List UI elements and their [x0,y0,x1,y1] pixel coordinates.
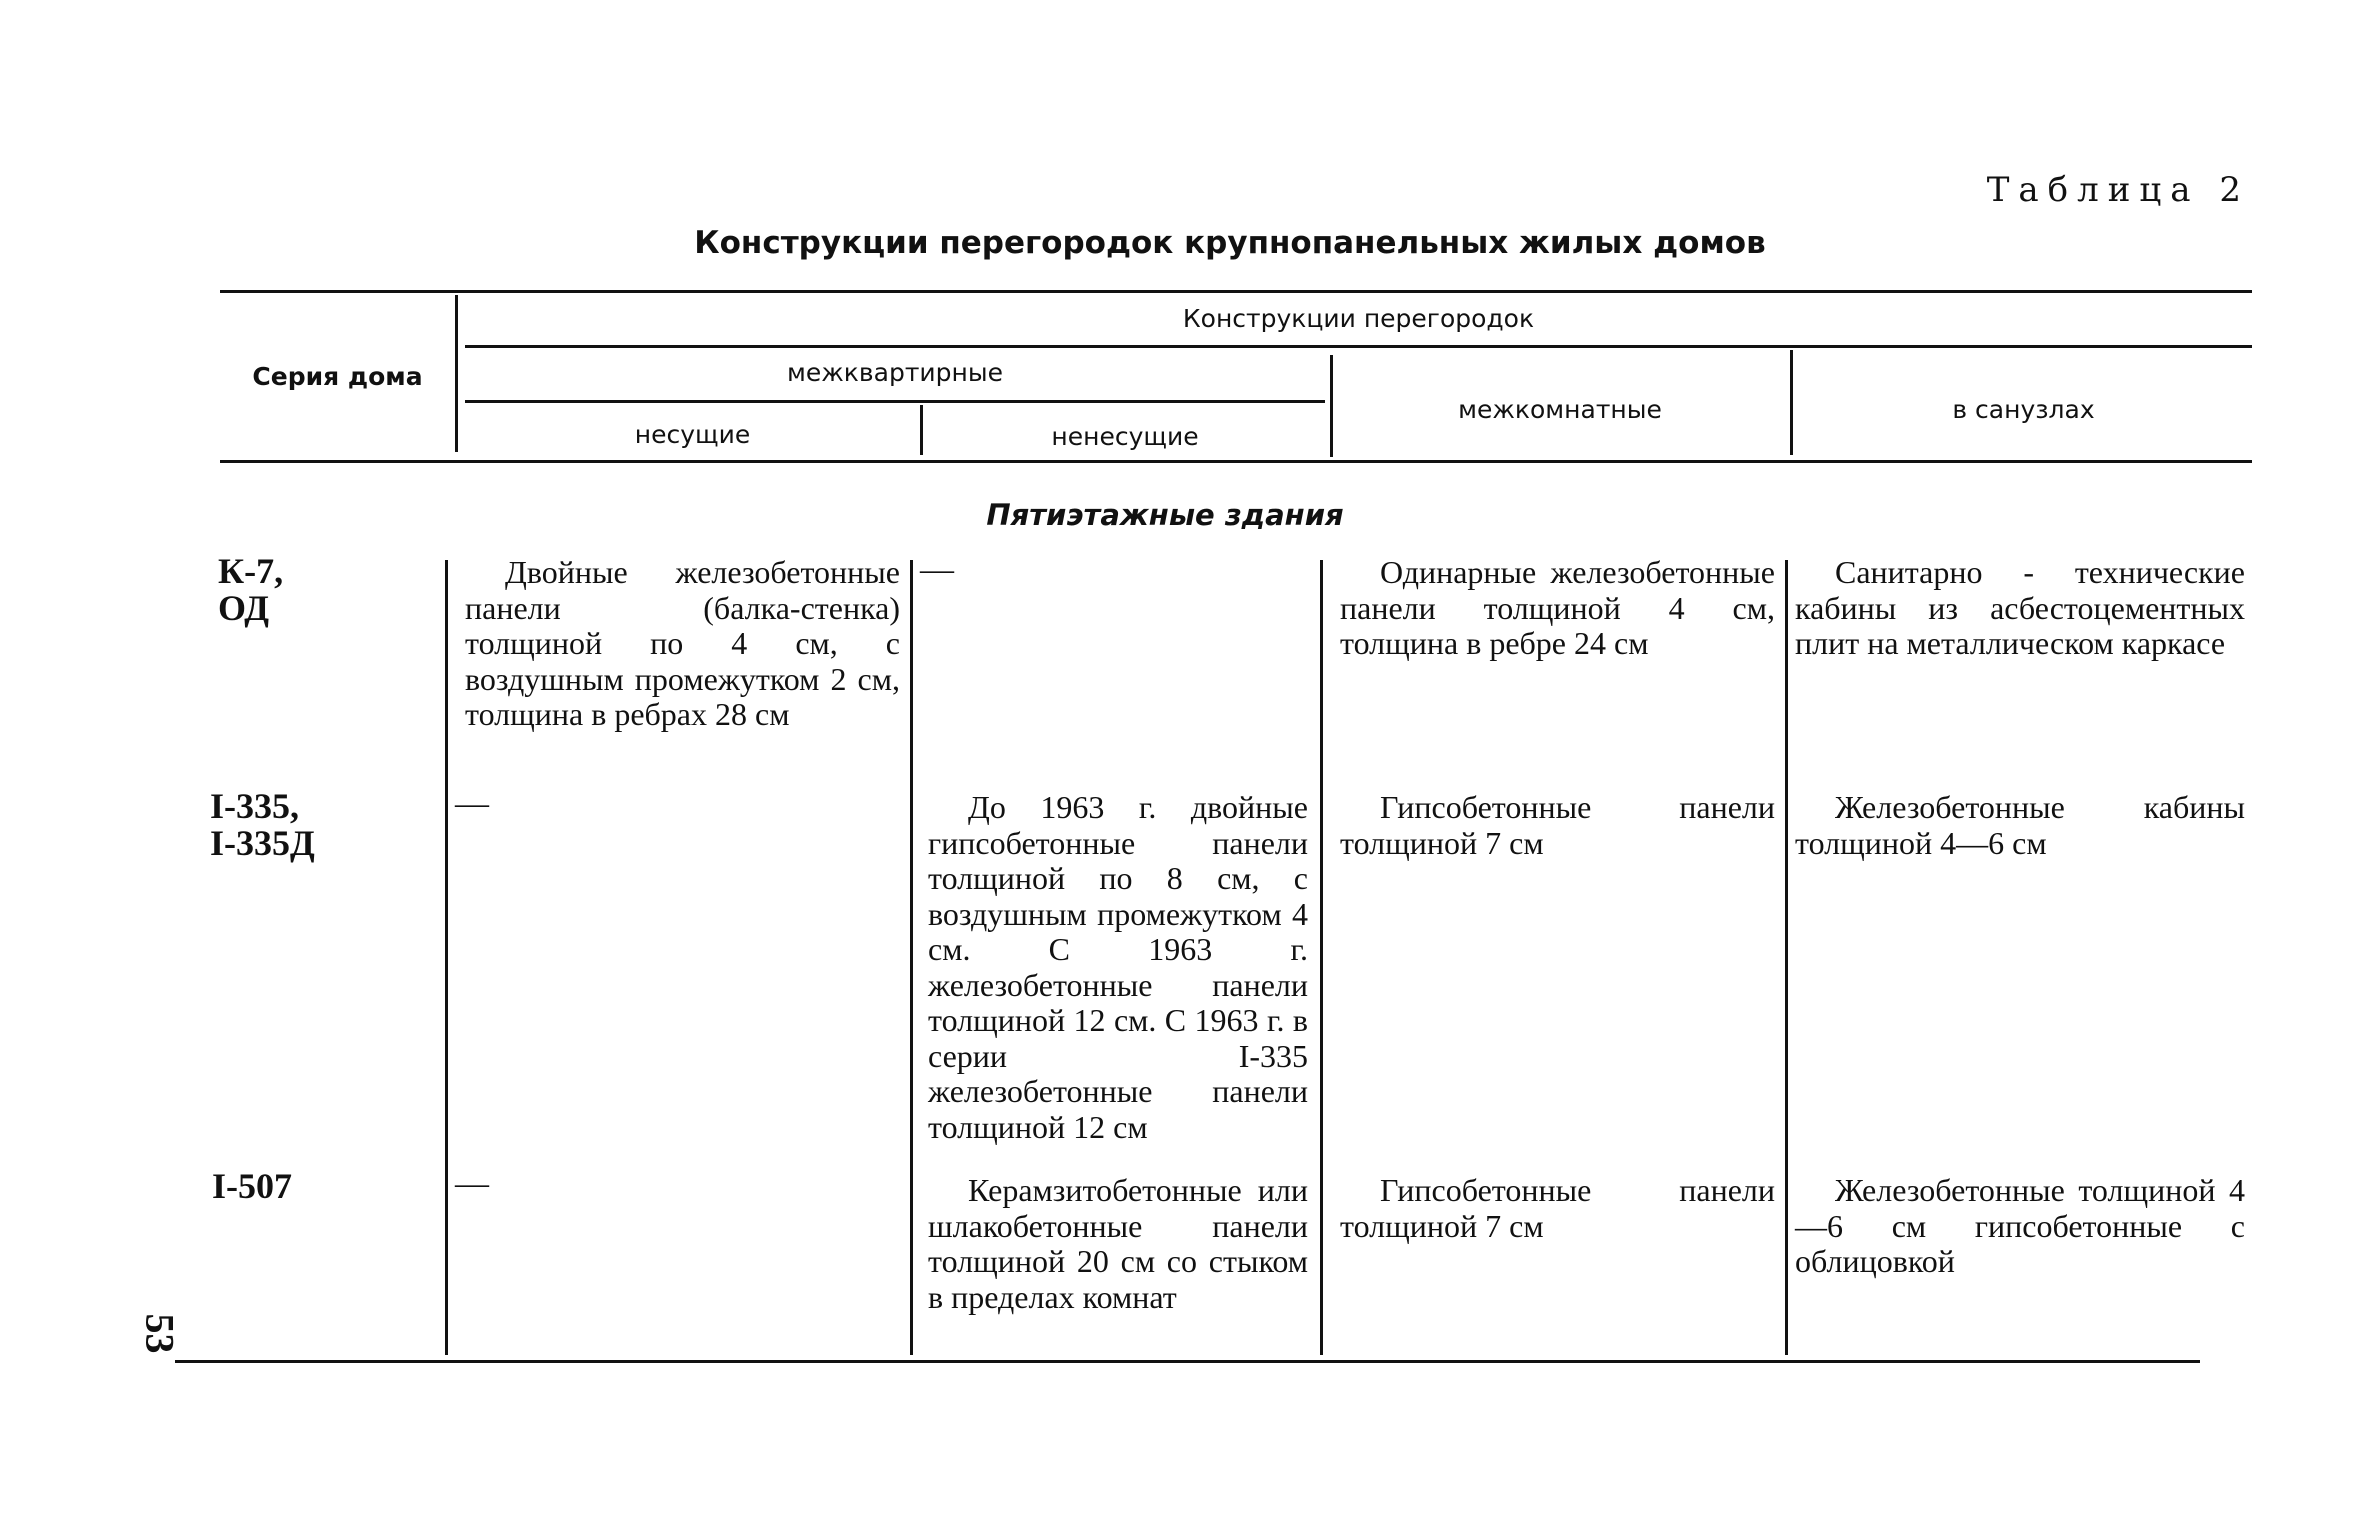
cell-interroom: Гипсобетонные панели толщиной 7 см [1340,789,1775,861]
header-bearing: несущие [634,420,751,449]
body-divider-series [445,560,448,1355]
body-divider-interroom [1320,560,1323,1355]
header-divider-series [455,295,458,452]
cell-bathrooms: Железобетонные кабины толщиной 4—6 см [1795,789,2245,861]
header-interroom: межкомнатные [1458,395,1662,424]
section-title: Пятиэтажные здания [986,498,1344,532]
cell-bearing: Двойные железобетонные панели (балка-стенка) толщиной по 4 см, с воздушным промежутком 2 см, толщина в ребрах 28 см [465,554,900,732]
header-rule-constructions [465,345,2252,348]
header-constructions: Конструкции перегородок [1182,304,1535,333]
header-rule-interapartment [465,400,1325,403]
cell-nonbearing: До 1963 г. двойные гипсобетонные панели толщиной по 8 см, с воздушным промежутком 4 см. С 1963 г. железобетонные панели толщиной 12 см. С 1963 г. в серии I-335 железобетонные панели толщиной 12 см [928,789,1308,1145]
table-label: Таблица 2 [1986,170,2250,210]
row-series: I-335, I-335Д [210,786,315,863]
cell-interroom: Одинарные железобетонные панели толщиной 4 см, толщина в ребре 24 см [1340,554,1775,661]
table-title: Конструкции перегородок крупнопанельных жилых домов [694,225,1766,261]
header-series: Серия дома [252,362,423,391]
page-number: 53 [137,1313,183,1354]
row-series: К-7, ОД [218,551,284,628]
header-divider-bearing [920,405,923,455]
header-divider-interroom [1330,355,1333,457]
table-bottom-rule [175,1360,2200,1363]
body-divider-bearing [910,560,913,1355]
row-series: I-507 [212,1166,292,1206]
header-divider-bathrooms [1790,350,1793,455]
header-bathrooms: в санузлах [1952,395,2095,424]
header-nonbearing: ненесущие [1051,422,1199,451]
header-interapartment: межквартирные [787,358,1003,387]
cell-bathrooms: Санитарно - технические кабины из асбестоцементных плит на металлическом каркасе [1795,554,2245,661]
cell-bearing: — [455,785,489,822]
header-bottom-rule [220,460,2252,463]
table-top-rule [220,290,2252,293]
cell-nonbearing: Керамзитобетонные или шлакобетонные панели толщиной 20 см со стыком в пределах комнат [928,1172,1308,1315]
cell-interroom: Гипсобетонные панели толщиной 7 см [1340,1172,1775,1244]
body-divider-bathrooms [1785,560,1788,1355]
cell-bathrooms: Железобетонные толщиной 4—6 см гипсобетонные с облицовкой [1795,1172,2245,1279]
cell-bearing: — [455,1165,489,1202]
cell-nonbearing: — [920,551,954,588]
